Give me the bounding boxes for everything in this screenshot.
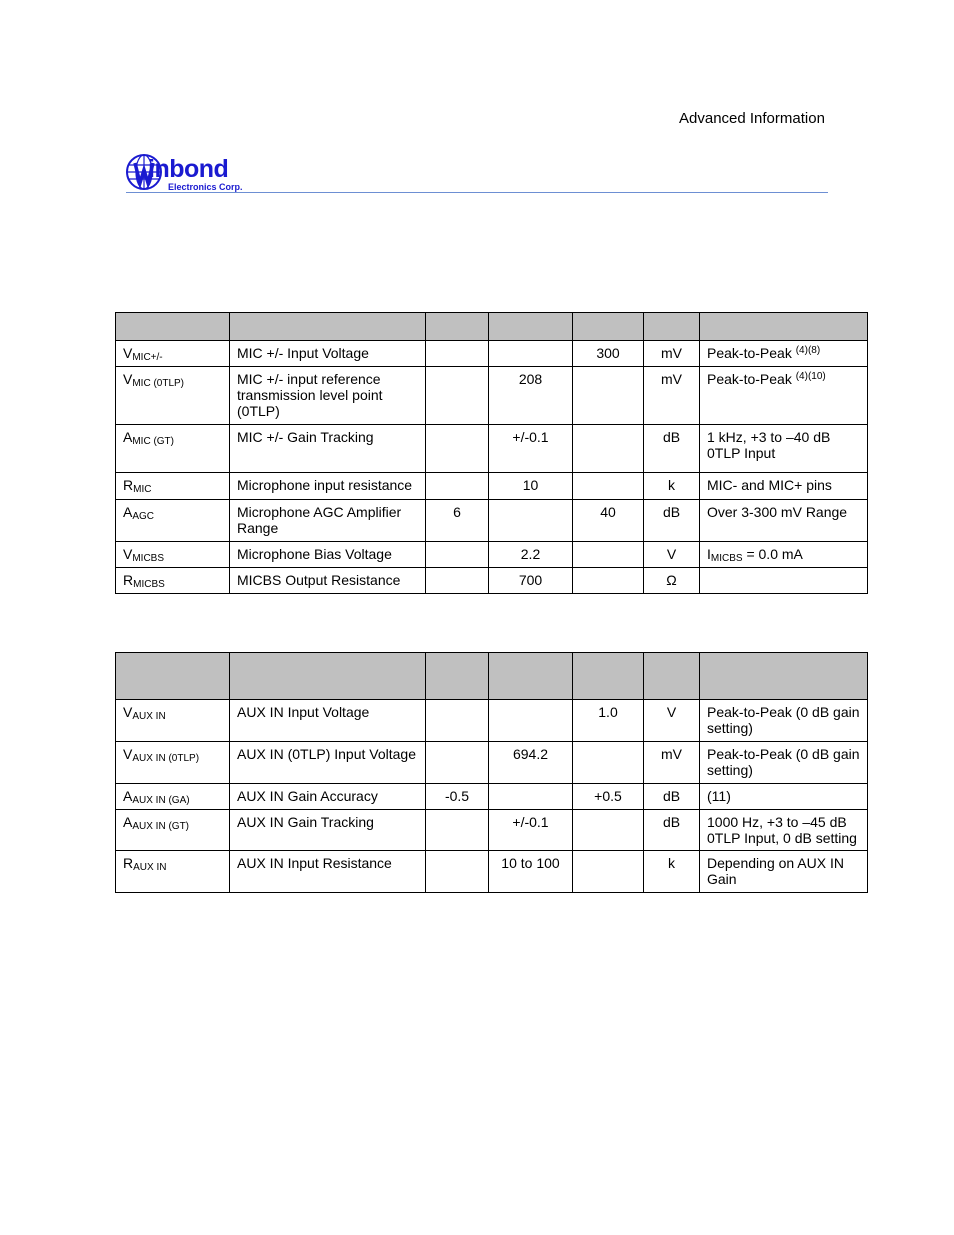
parameter-cell: AUX IN (0TLP) Input Voltage (230, 742, 426, 784)
winbond-logo (126, 153, 256, 195)
parameter-cell: MIC +/- Gain Tracking (230, 425, 426, 473)
condition-cell: MIC- and MIC+ pins (700, 473, 868, 500)
table-header-row (116, 313, 868, 341)
symbol-cell: $A_{AUX IN (GT)}$ (116, 810, 230, 851)
unit-cell: mV (644, 341, 700, 367)
condition-cell: Peak-to-Peak (0 dB gain setting) (700, 742, 868, 784)
max-cell: 40 (573, 500, 644, 542)
max-cell (573, 742, 644, 784)
symbol-cell: $R_{MICBS}$ (116, 568, 230, 594)
table-row (116, 425, 868, 473)
table-header-row (116, 653, 868, 700)
max-cell: 1.0 (573, 700, 644, 742)
min-cell (426, 700, 489, 742)
symbol-cell: $V_{MICBS}$ (116, 542, 230, 568)
unit-cell: V (644, 542, 700, 568)
symbol-cell: $V_{AUX IN (0TLP)}$ (116, 742, 230, 784)
condition-cell: Peak-to-Peak $^{(4)(8)}$ (700, 341, 868, 367)
condition-cell: Over 3-300 mV Range (700, 500, 868, 542)
parameter-cell: AUX IN Gain Tracking (230, 810, 426, 851)
table-row (116, 367, 868, 425)
typ-cell: 700 (489, 568, 573, 594)
table-row (116, 810, 868, 851)
header-rule (126, 192, 828, 193)
parameter-cell: AUX IN Gain Accuracy (230, 784, 426, 810)
typ-cell: +/-0.1 (489, 810, 573, 851)
unit-cell: dB (644, 810, 700, 851)
typ-cell (489, 784, 573, 810)
max-cell: +0.5 (573, 784, 644, 810)
unit-cell: dB (644, 784, 700, 810)
min-cell (426, 473, 489, 500)
condition-cell: 1000 Hz, +3 to –45 dB 0TLP Input, 0 dB setting (700, 810, 868, 851)
unit-cell: Ω (644, 568, 700, 594)
parameter-cell: Microphone Bias Voltage (230, 542, 426, 568)
symbol-cell: $R_{MIC}$ (116, 473, 230, 500)
table-row (116, 341, 868, 367)
min-cell: 6 (426, 500, 489, 542)
table-row (116, 700, 868, 742)
min-cell (426, 425, 489, 473)
min-cell (426, 742, 489, 784)
condition-cell: (11) (700, 784, 868, 810)
symbol-cell: $R_{AUX IN}$ (116, 851, 230, 893)
table-row (116, 742, 868, 784)
unit-cell: V (644, 700, 700, 742)
typ-cell: 694.2 (489, 742, 573, 784)
min-cell (426, 542, 489, 568)
unit-cell: k (644, 851, 700, 893)
condition-cell: 1 kHz, +3 to –40 dB 0TLP Input (700, 425, 868, 473)
parameter-cell: Microphone input resistance (230, 473, 426, 500)
symbol-cell: $A_{MIC (GT)}$ (116, 425, 230, 473)
table-row (116, 784, 868, 810)
unit-cell: mV (644, 742, 700, 784)
typ-cell: +/-0.1 (489, 425, 573, 473)
max-cell (573, 568, 644, 594)
max-cell (573, 367, 644, 425)
symbol-cell: $A_{AUX IN (GA)}$ (116, 784, 230, 810)
aux-in-spec-table (115, 652, 868, 893)
condition-cell: Peak-to-Peak (0 dB gain setting) (700, 700, 868, 742)
table-row (116, 542, 868, 568)
mic-spec-table (115, 312, 868, 594)
table-row (116, 473, 868, 500)
unit-cell: dB (644, 425, 700, 473)
max-cell (573, 425, 644, 473)
unit-cell: k (644, 473, 700, 500)
condition-cell: $I_{MICBS} = 0.0$ mA (700, 542, 868, 568)
min-cell (426, 568, 489, 594)
symbol-cell: $V_{MIC+/-}$ (116, 341, 230, 367)
typ-cell: 208 (489, 367, 573, 425)
max-cell (573, 542, 644, 568)
typ-cell: 2.2 (489, 542, 573, 568)
logo-main-text: inbond (148, 155, 229, 183)
advanced-information-label: Advanced Information (679, 110, 825, 127)
symbol-cell: $V_{MIC (0TLP)}$ (116, 367, 230, 425)
typ-cell (489, 341, 573, 367)
table-row (116, 851, 868, 893)
unit-cell: mV (644, 367, 700, 425)
parameter-cell: MICBS Output Resistance (230, 568, 426, 594)
typ-cell: 10 to 100 (489, 851, 573, 893)
min-cell (426, 810, 489, 851)
table-row (116, 568, 868, 594)
table-row (116, 500, 868, 542)
condition-cell: Peak-to-Peak $^{(4)(10)}$ (700, 367, 868, 425)
min-cell: -0.5 (426, 784, 489, 810)
typ-cell (489, 700, 573, 742)
parameter-cell: MIC +/- input reference transmission level point (0TLP) (230, 367, 426, 425)
condition-cell: Depending on AUX IN Gain (700, 851, 868, 893)
symbol-cell: $V_{AUX IN}$ (116, 700, 230, 742)
typ-cell: 10 (489, 473, 573, 500)
parameter-cell: AUX IN Input Voltage (230, 700, 426, 742)
symbol-cell: $A_{AGC}$ (116, 500, 230, 542)
parameter-cell: Microphone AGC Amplifier Range (230, 500, 426, 542)
unit-cell: dB (644, 500, 700, 542)
typ-cell (489, 500, 573, 542)
condition-cell (700, 568, 868, 594)
min-cell (426, 851, 489, 893)
parameter-cell: MIC +/- Input Voltage (230, 341, 426, 367)
max-cell (573, 851, 644, 893)
min-cell (426, 367, 489, 425)
logo-sub-text: Electronics Corp. (168, 182, 243, 192)
min-cell (426, 341, 489, 367)
parameter-cell: AUX IN Input Resistance (230, 851, 426, 893)
max-cell: 300 (573, 341, 644, 367)
max-cell (573, 810, 644, 851)
max-cell (573, 473, 644, 500)
